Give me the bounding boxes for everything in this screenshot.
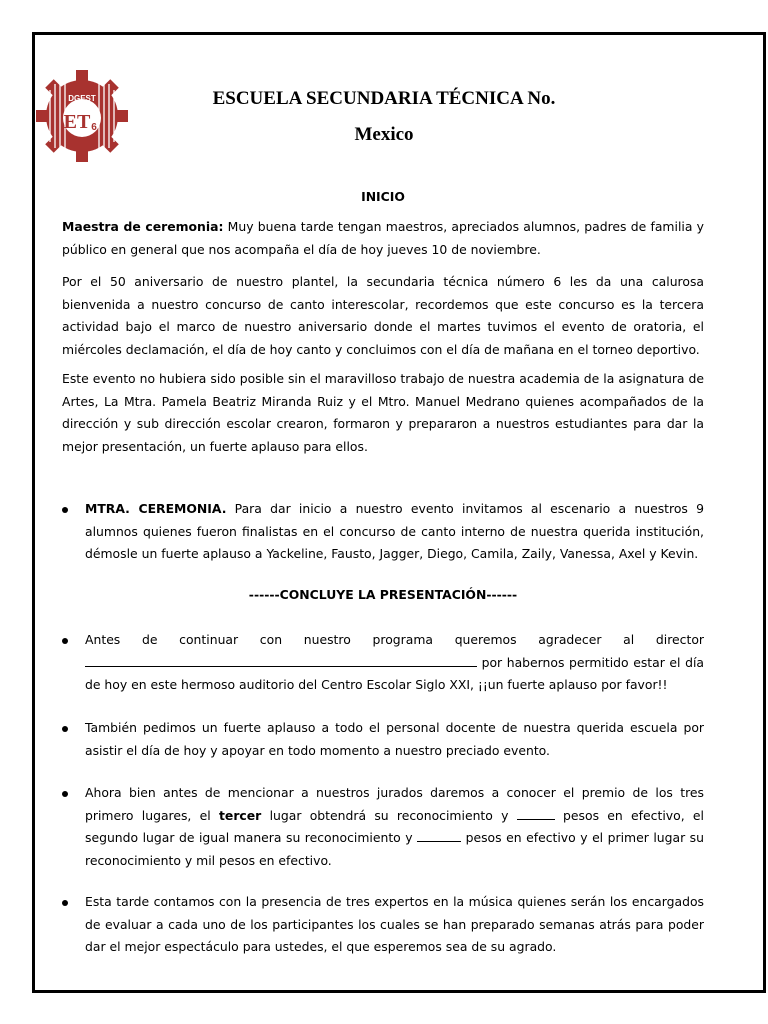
prizes-text-d: pesos en efectivo y el primer lugar su reconocimiento y mil pesos en efectivo.	[85, 830, 704, 868]
bullet-dot	[62, 726, 68, 732]
prizes-text-b: lugar obtendrá su reconocimiento y	[261, 807, 517, 823]
judges-text: Esta tarde contamos con la presencia de tres expertos en la música quienes serán los encargados de evaluar a cada uno de los participantes los cuales se han preparado semanas atrás para poder dar el mejor espectáculo para ustedes, el que esperemos sea de su agrado.	[85, 894, 704, 954]
director-text-a: Antes de continuar con nuestro programa queremos agradecer al director	[85, 632, 704, 647]
location-heading: Mexico	[354, 124, 414, 145]
intro-paragraph-1	[62, 216, 704, 261]
speaker-text: Muy buena tarde tengan maestros, apreciados alumnos, padres de familia y público en general que nos acompaña el día de hoy jueves 10 de noviembre.	[62, 219, 704, 257]
list-item-director-thanks	[62, 629, 704, 697]
intro-paragraph-2: Por el 50 aniversario de nuestro plantel, la secundaria técnica número 6 les da una calurosa bienvenida a nuestro concurso de canto interescolar, recordemos que este concurso es la tercera actividad bajo el marco de nuestro aniversario donde el martes tuvimos el evento de oratoria, el miércoles declamación, el día de hoy canto y concluimos con el día de mañana en el torneo deportivo.	[62, 274, 704, 357]
bullet-dot	[62, 791, 68, 797]
prizes-text-c: pesos en efectivo, el segundo lugar de igual manera su reconocimiento y	[85, 807, 704, 845]
third-prize-blank	[517, 805, 555, 820]
list-item-teachers-thanks	[62, 717, 704, 762]
director-text-b: por habernos permitido estar el día de hoy en este hermoso auditorio del Centro Escolar Siglo XXI, ¡¡un fuerte aplauso por favor!!	[85, 654, 704, 692]
school-name-heading: ESCUELA SECUNDARIA TÉCNICA No.	[212, 88, 556, 109]
section-title: INICIO	[361, 189, 405, 204]
bullet-dot	[62, 638, 68, 644]
bullet-dot	[62, 900, 68, 906]
second-prize-blank	[417, 827, 461, 842]
prizes-text-a: Ahora bien antes de mencionar a nuestros jurados daremos a conocer el premio de los tres primero lugares, el	[85, 785, 704, 823]
prizes-bold-word: tercer	[219, 807, 262, 823]
school-gear-logo-icon	[36, 70, 128, 162]
ceremony-text: Para dar inicio a nuestro evento invitamos al escenario a nuestros 9 alumnos quienes fueron finalistas en el concurso de canto interno de nuestra querida institución, démosle un fuerte aplauso a Yackeline, Fausto, Jagger, Diego, Camila, Zaily, Vanessa, Axel y Kevin.	[85, 501, 704, 561]
ceremony-label: MTRA. CEREMONIA.	[85, 501, 227, 516]
list-item-prizes	[62, 782, 704, 872]
bullet-dot	[62, 507, 68, 513]
teachers-text: También pedimos un fuerte aplauso a todo el personal docente de nuestra querida escuela por asistir el día de hoy y apoyar en todo momento a nuestro preciado evento.	[85, 720, 704, 758]
list-item-ceremony	[62, 498, 704, 566]
section-divider: ------CONCLUYE LA PRESENTACIÓN------	[248, 587, 518, 602]
svg-text:6: 6	[91, 122, 97, 133]
intro-paragraph-3: Este evento no hubiera sido posible sin el maravilloso trabajo de nuestra academia de la asignatura de Artes, La Mtra. Pamela Beatriz Miranda Ruiz y el Mtro. Manuel Medrano quienes acompañados de la dirección y sub dirección escolar crearon, formaron y prepararon a nuestros estudiantes para dar la mejor presentación, un fuerte aplauso para ellos.	[62, 371, 704, 454]
svg-text:ET: ET	[63, 111, 91, 133]
svg-text:DGEST: DGEST	[68, 94, 96, 103]
speaker-label: Maestra de ceremonia:	[62, 219, 224, 234]
list-item-judges	[62, 891, 704, 959]
director-name-blank	[85, 652, 477, 667]
